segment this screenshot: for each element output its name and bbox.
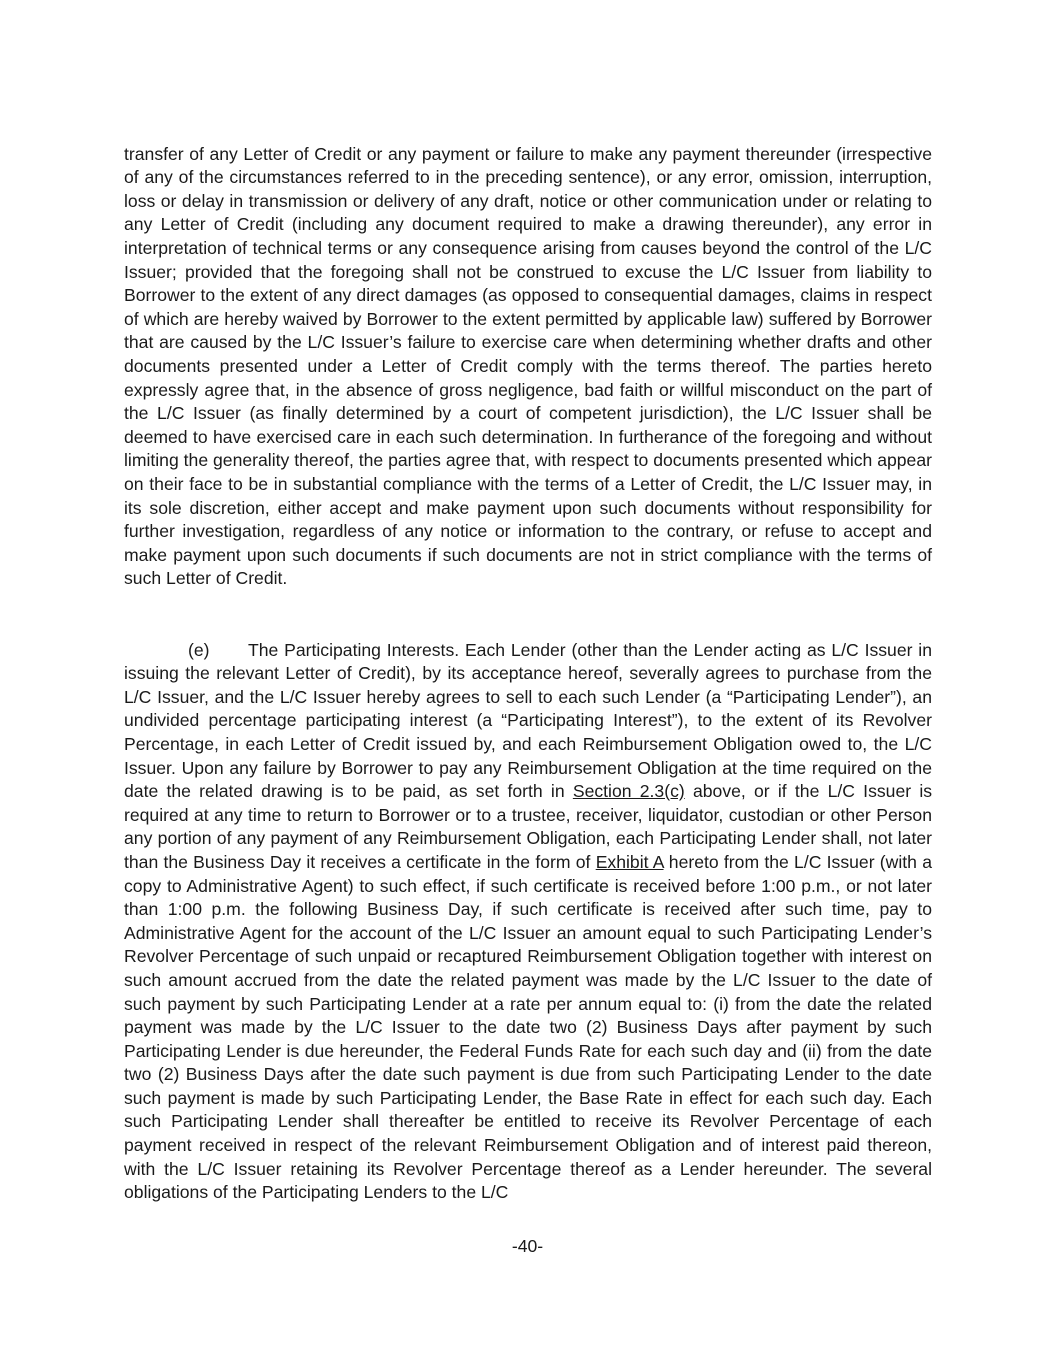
participating-interests-paragraph xyxy=(124,639,932,1205)
exhibit-reference: Exhibit A xyxy=(595,851,664,872)
paragraph-text-part-2: above, or if the L/C Issuer is required at any time to return to Borrower or to a trustee, receiver, liquidator, custodian or other Person any portion of any payment of any Reimbursement Obligation, each Participating Lender shall, not later than the Business Day it receives a certificate in the form of xyxy=(124,781,933,872)
paragraph-text-part-3: hereto from the L/C Issuer (with a copy to Administrative Agent) to such effect, if such certificate is received before 1:00 p.m., or not later than 1:00 p.m. the following Business Day, if such certificate is received after such time, pay to Administrative Agent for the account of the L/C Issuer an amount equal to such Participating Lender’s Revolver Percentage of such unpaid or recaptured Reimbursement Obligation together with interest on such amount accrued from the date the related payment was made by the L/C Issuer to the date of such payment by such Participating Lender at a rate per annum equal to: (i) from the date the related payment was made by the L/C Issuer to the date two (2) Business Days after payment by such Participating Lender is due hereunder, the Federal Funds Rate for each such day and (ii) from the date two (2) Business Days after the date such payment is due from such Participating Lender to the date such payment is made by such Participating Lender, the Base Rate in effect for each such day. Each such Participating Lender shall thereafter be entitled to receive its Revolver Percentage of each payment received in respect of the relevant Reimbursement Obligation and of interest paid thereon, with the L/C Issuer retaining its Revolver Percentage thereof as a Lender hereunder. The several obligations of the Participating Lenders to the L/C xyxy=(124,851,932,1203)
page-number: -40- xyxy=(511,1236,544,1256)
section-reference: Section 2.3(c) xyxy=(572,781,685,802)
paragraph-text-part-1: The Participating Interests. Each Lender (other than the Lender acting as L/C Issuer in issuing the relevant Letter of Credit), by its acceptance hereof, severally agrees to purchase from the L/C Issuer, and the L/C Issuer hereby agrees to sell to each such Lender (a “Participating Lender”), an undivided percentage participating interest (a “Participating Interest”), to the extent of its Revolver Percentage, in each Letter of Credit issued by, and each Reimbursement Obligation owed to, the L/C Issuer. Upon any failure by Borrower to pay any Reimbursement Obligation at the time required on the date the related drawing is to be paid, as set forth in xyxy=(124,639,932,802)
paragraph-enumerator: (e) xyxy=(188,639,210,660)
body-paragraph: transfer of any Letter of Credit or any payment or failure to make any payment thereunder (irrespective of any of the circumstances referred to in the preceding sentence), or any error, omission, interruption, loss or delay in transmission or delivery of any draft, notice or other communication under or relating to any Letter of Credit (including any document required to make a drawing thereunder), any error in interpretation of technical terms or any consequence arising from causes beyond the control of the L/C Issuer; provided that the foregoing shall not be construed to excuse the L/C Issuer from liability to Borrower to the extent of any direct damages (as opposed to consequential damages, claims in respect of which are hereby waived by Borrower to the extent permitted by applicable law) suffered by Borrower that are caused by the L/C Issuer’s failure to exercise care when determining whether drafts and other documents presented under a Letter of Credit comply with the terms thereof. The parties hereto expressly agree that, in the absence of gross negligence, bad faith or willful misconduct on the part of the L/C Issuer (as finally determined by a court of competent jurisdiction), the L/C Issuer shall be deemed to have exercised care in each such determination. In furtherance of the foregoing and without limiting the generality thereof, the parties agree that, with respect to documents presented which appear on their face to be in substantial compliance with the terms of a Letter of Credit, the L/C Issuer may, in its sole discretion, either accept and make payment upon such documents without responsibility for further investigation, regardless of any notice or information to the contrary, or refuse to accept and make payment upon such documents if such documents are not in strict compliance with the terms of such Letter of Credit. xyxy=(124,143,932,589)
